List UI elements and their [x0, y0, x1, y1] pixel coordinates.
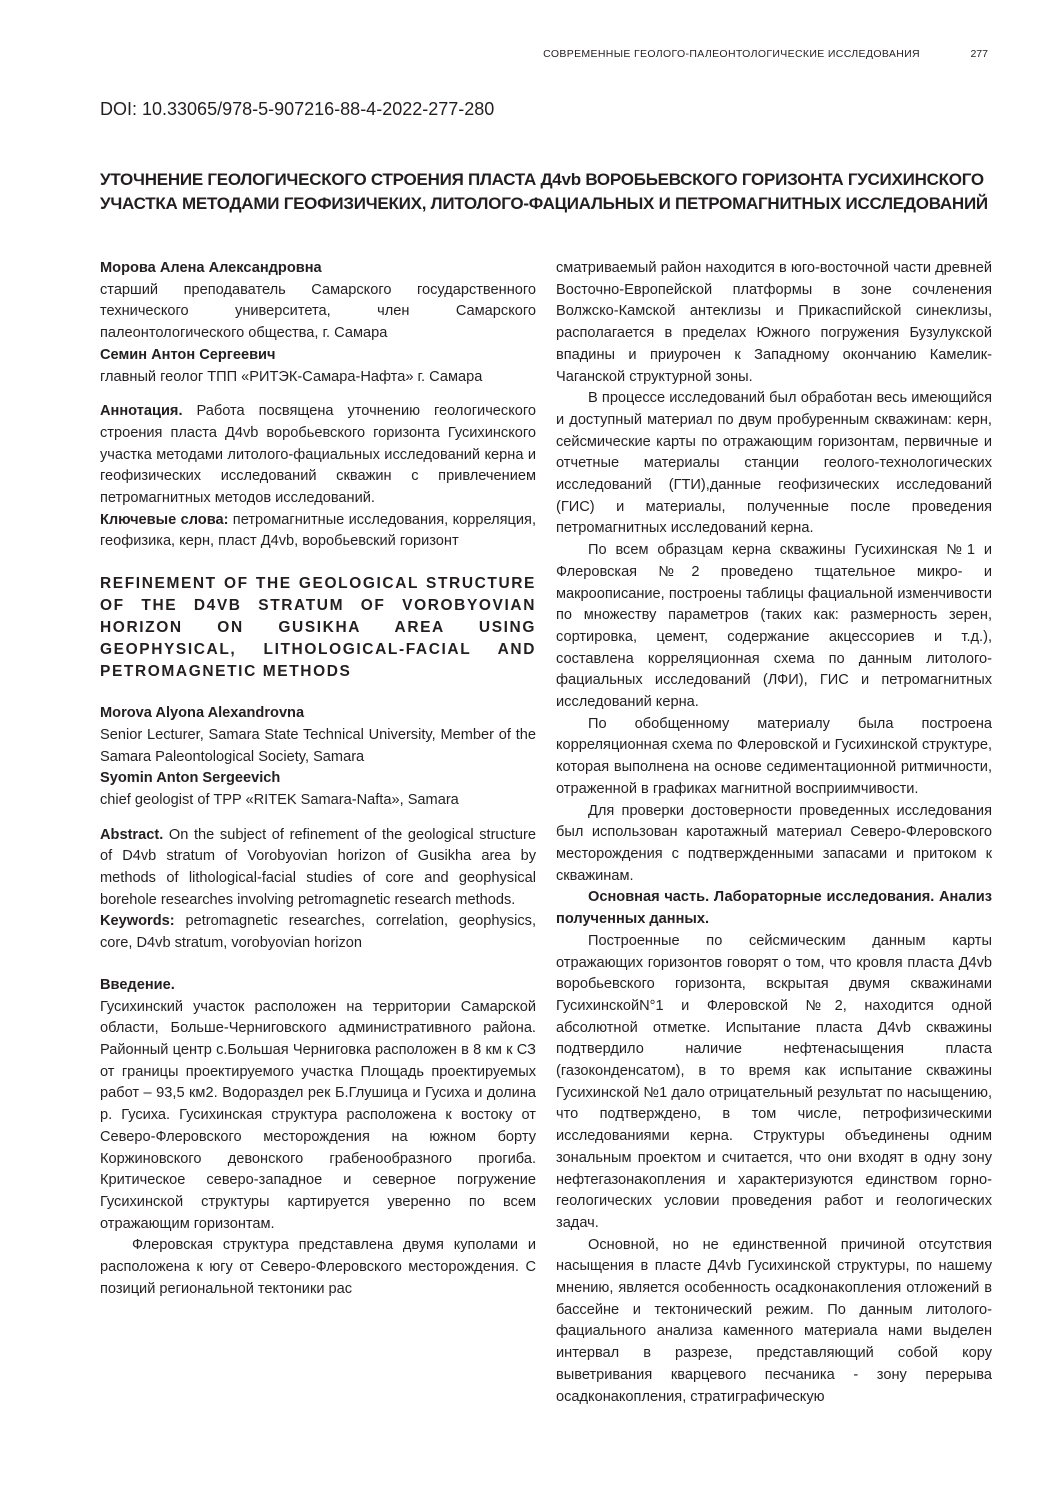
- body-paragraph: Для проверки достоверности проведенных исследования был использован каротажный материал Северо-Флеровского месторождения с подтвержденными запасами и притоком к скважинам.: [556, 802, 992, 884]
- running-header: [0, 46, 1058, 66]
- author-affiliation-en: chief geologist of TPP «RITEK Samara-Nafta», Samara: [100, 791, 459, 808]
- abstract-en: [100, 825, 536, 912]
- page-number: 277: [970, 48, 988, 60]
- body-paragraph: Построенные по сейсмическим данным карты отражающих горизонтов говорят о том, что кровля пласта Д4vb воробьевского горизонта, вскрытая двумя скважинами ГусихинскойN°1 и Флеровской №2, находится одной абсолютной отметке. Испытание пласта Д4vb скважины подтвердило наличие нефтенасыщения пласта (газоконденсатом), в то время как испытание скважины Гусихинской №1 дало отрицательный результат по насыщению, что подтверждено, в том числе, петрофизическими исследованиями керна. Структуры объединены одним зональным проектом и считается, что они входят в одну зону нефтегазонакопления и характеризуются единством горно-геологических условии проведения работ и геологических задач.: [556, 932, 992, 1231]
- body-paragraph: По всем образцам керна скважины Гусихинская №1 и Флеровская №2 проведено тщательное микро- и макроописание, построены таблицы фациальной изменчивости по множеству параметров (таких как: размерность зерен, сортировка, цемент, содержание акцессориев и т.д.), составлена корреляционная схема по данным литолого-фациальных исследований (ЛФИ), ГИС и петромагнитных исследований керна.: [556, 542, 992, 711]
- article-title: УТОЧНЕНИЕ ГЕОЛОГИЧЕСКОГО СТРОЕНИЯ ПЛАСТА Д4vb ВОРОБЬЕВСКОГО ГОРИЗОНТА ГУСИХИНСКОГО УЧАСТКА МЕТОДАМИ ГЕОФИЗИЧЕКИХ, ЛИТОЛОГО-ФАЦИАЛЬНЫХ И ПЕТРОМАГНИТНЫХ ИССЛЕДОВАНИЙ: [100, 170, 988, 213]
- author-name: Семин Антон Сергеевич: [100, 346, 276, 363]
- abstract-en-label: Abstract.: [100, 826, 164, 843]
- keywords-en: [100, 911, 536, 954]
- left-column: [100, 258, 536, 1300]
- abstract-en-text: On the subject of refinement of the geological structure of D4vb stratum of Vorobyovian horizon of Gusikha area by methods of lithological-facial studies of core and geophysical borehole researches involving petromagnetic research methods.: [100, 826, 536, 908]
- body-paragraph: Основной, но не единственной причиной отсутствия насыщения в пласте Д4vb Гусихинской структуры, по нашему мнению, является особенность осадконакопления отложений в бассейне и тектонический режим. По данным литолого-фациального анализа каменного материала нами выделен интервал в разрезе, представляющий собой кору выветривания кварцевого песчаника - зону перерыва осадконакопления, стратиграфическую: [556, 1236, 992, 1405]
- abstract-label: Аннотация.: [100, 403, 183, 420]
- author-name: Морова Алена Александровна: [100, 260, 322, 276]
- english-title: REFINEMENT OF THE GEOLOGICAL STRUCTURE OF THE D4VB STRATUM OF VOROBYOVIAN HORIZON ON GUSIKHA AREA USING GEOPHYSICAL, LITHOLOGICAL-FACIAL AND PETROMAGNETIC METHODS: [100, 575, 536, 681]
- intro-heading: Введение.: [100, 976, 175, 993]
- author-name-en: Syomin Anton Sergeevich: [100, 770, 281, 787]
- author-name-en: Morova Alyona Alexandrovna: [100, 705, 305, 722]
- author-affiliation: старший преподаватель Самарского государственного технического университета, член Самарского палеонтологического общества, г. Самара: [100, 281, 536, 342]
- body-paragraph: сматриваемый район находится в юго-восточной части древней Восточно-Европейской платформы в зоне сочленения Волжско-Камской антеклизы и Прикаспийской синеклизы, располагается в пределах Южного погружения Бузулукской впадины и приурочен к Западному окончанию Камелик-Чаганской структурной зоны.: [556, 260, 992, 385]
- keywords-ru: [100, 510, 536, 553]
- abstract-ru: [100, 401, 536, 510]
- keywords-label: Ключевые слова:: [100, 511, 229, 528]
- section-heading: Основная часть. Лабораторные исследования. Анализ полученных данных.: [556, 889, 992, 928]
- intro-paragraph: Гусихинский участок расположен на территории Самарской области, Больше-Черниговского административного района. Районный центр с.Большая Черниговка расположен в 8 км к СЗ от границы проектируемого участка Площадь проектируемых работ – 93,5 км2. Водораздел рек Б.Глушица и Гусиха и долина р. Гусиха. Гусихинская структура расположена к востоку от Северо-Флеровского месторождения на южном борту Коржиновского девонского грабенообразного прогиба. Критическое северо-западное и северное погружение Гусихинской структуры картируется уверенно по всем отражающим горизонтам.: [100, 998, 536, 1232]
- right-column: [556, 258, 992, 1408]
- body-paragraph: По обобщенному материалу была построена корреляционная схема по Флеровской и Гусихинской структуре, которая выполнена на основе седиментационной ритмичности, отраженной в графиках магнитной восприимчивости.: [556, 715, 992, 797]
- keywords-text: петромагнитные исследования, корреляция, геофизика, керн, пласт Д4vb, воробьевский горизонт: [100, 511, 536, 550]
- author-affiliation-en: Senior Lecturer, Samara State Technical University, Member of the Samara Paleontological Society, Samara: [100, 726, 536, 765]
- doi: DOI: 10.33065/978-5-907216-88-4-2022-277-280: [100, 99, 495, 119]
- keywords-en-label: Keywords:: [100, 913, 175, 930]
- keywords-en-text: petromagnetic researches, correlation, geophysics, core, D4vb stratum, vorobyovian horizon: [100, 913, 536, 952]
- author-affiliation: главный геолог ТПП «РИТЭК-Самара-Нафта» г. Самара: [100, 368, 483, 385]
- intro-paragraph: Флеровская структура представлена двумя куполами и расположена к югу от Северо-Флеровского месторождения. С позиций региональной тектоники рас: [100, 1237, 536, 1297]
- journal-title: СОВРЕМЕННЫЕ ГЕОЛОГО-ПАЛЕОНТОЛОГИЧЕСКИЕ ИССЛЕДОВАНИЯ: [543, 48, 920, 60]
- body-paragraph: В процессе исследований был обработан весь имеющийся и доступный материал по двум пробуренным скважинам: керн, сейсмические карты по отражающим горизонтам, первичные и отчетные материалы станции геолого-технологических исследований (ГТИ),данные геофизических исследований (ГИС) и материалы, полученные после проведения петромагнитных исследований керна.: [556, 390, 992, 537]
- abstract-text: Работа посвящена уточнению геологического строения пласта Д4vb воробьевского горизонта Гусихинского участка методами литолого-фациальных исследований керна и геофизических исследований скважин с привлечением петромагнитных методов исследований.: [100, 403, 536, 507]
